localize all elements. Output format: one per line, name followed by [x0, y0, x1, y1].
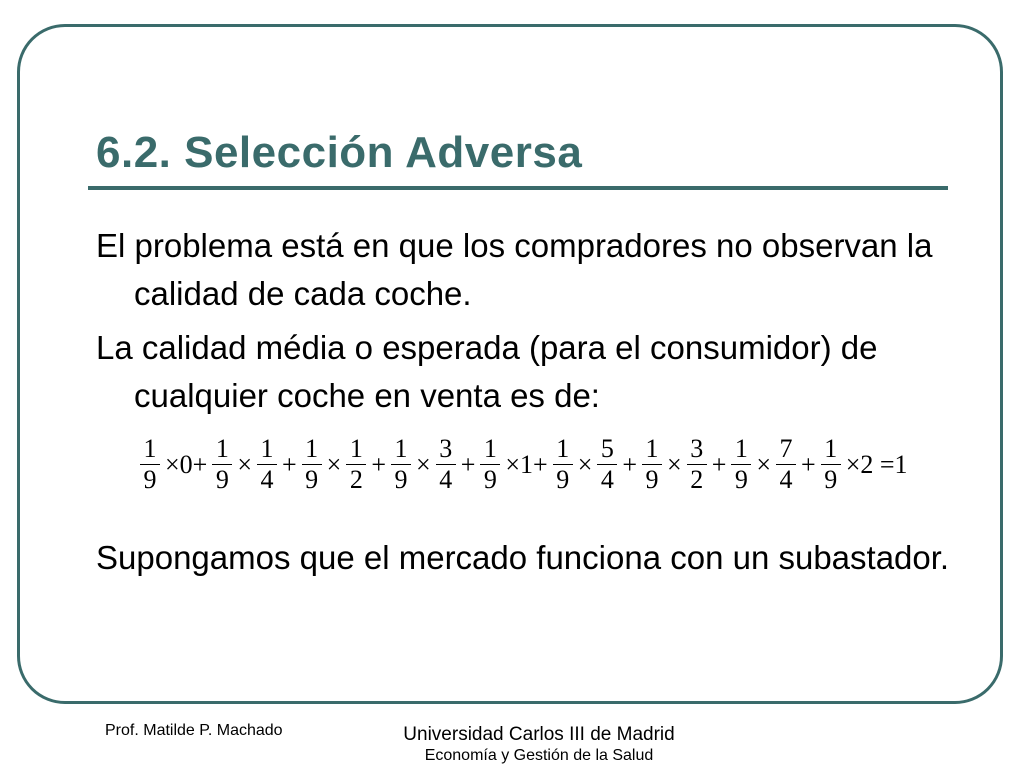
formula-operator: ×0+	[165, 449, 208, 479]
paragraph-problem: El problema está en que los compradores no observan la calidad de cada coche.	[96, 227, 933, 312]
fraction-denominator: 4	[260, 465, 274, 494]
fraction-numerator: 1	[349, 434, 363, 463]
fraction-numerator: 1	[215, 434, 229, 463]
formula-fraction	[821, 436, 841, 493]
fraction-numerator: 7	[779, 434, 793, 463]
fraction-denominator: 9	[556, 465, 570, 494]
formula-operator: +	[711, 449, 727, 479]
fraction-denominator: 2	[349, 465, 363, 494]
formula-fraction	[346, 436, 366, 493]
fraction-denominator: 9	[483, 465, 497, 494]
fraction-denominator: 9	[734, 465, 748, 494]
paragraph-auctioneer: Supongamos que el mercado funciona con un subastador.	[96, 539, 950, 576]
formula-operator: ×	[237, 449, 252, 479]
formula-operator: ×	[577, 449, 593, 479]
fraction-numerator: 1	[305, 434, 319, 463]
formula-operator: ×	[756, 449, 772, 479]
formula-operator: +	[801, 449, 816, 479]
formula-operator: ×	[416, 449, 431, 479]
fraction-numerator: 1	[734, 434, 748, 463]
fraction-denominator: 9	[645, 465, 659, 494]
formula-operator: ×1+	[505, 449, 548, 479]
formula-fraction	[436, 436, 456, 493]
fraction-denominator: 9	[824, 465, 838, 494]
fraction-numerator: 1	[483, 434, 497, 463]
fraction-denominator: 9	[143, 465, 157, 494]
fraction-numerator: 1	[394, 434, 408, 463]
formula-fraction	[597, 436, 617, 493]
formula-fraction	[553, 436, 573, 493]
footer-program: Economía y Gestión de la Salud	[424, 747, 654, 764]
formula-operator: +	[460, 449, 476, 479]
formula-fraction	[302, 436, 322, 493]
footer-institution	[396, 724, 682, 766]
formula-fraction	[391, 436, 411, 493]
formula-fraction	[687, 436, 707, 493]
fraction-denominator: 4	[439, 465, 453, 494]
footer-author: Prof. Matilde P. Machado	[105, 722, 283, 739]
formula-operator: ×	[667, 449, 682, 479]
formula-operator: +	[622, 449, 638, 479]
fraction-numerator: 5	[600, 434, 614, 463]
fraction-numerator: 1	[824, 434, 838, 463]
paragraph-expected-quality: La calidad média o esperada (para el consumidor) de cualquier coche en venta es de:	[96, 329, 878, 414]
formula-operator: +	[371, 449, 387, 479]
fraction-denominator: 9	[394, 465, 408, 494]
formula-fraction	[642, 436, 662, 493]
fraction-numerator: 1	[556, 434, 570, 463]
expected-quality-formula	[138, 436, 911, 493]
formula-operator: +	[282, 449, 297, 479]
formula-fraction	[480, 436, 500, 493]
fraction-numerator: 1	[645, 434, 659, 463]
fraction-denominator: 2	[690, 465, 704, 494]
fraction-denominator: 4	[779, 465, 793, 494]
slide-title: 6.2. Selección Adversa	[96, 128, 583, 177]
formula-operator: ×	[326, 449, 342, 479]
formula-fraction	[776, 436, 796, 493]
fraction-denominator: 4	[600, 465, 614, 494]
title-divider	[88, 186, 948, 190]
fraction-numerator: 1	[260, 434, 274, 463]
footer-university: Universidad Carlos III de Madrid	[403, 724, 675, 745]
fraction-denominator: 9	[215, 465, 229, 494]
formula-fraction	[212, 436, 232, 493]
fraction-numerator: 3	[439, 434, 453, 463]
formula-fraction	[140, 436, 160, 493]
fraction-denominator: 9	[305, 465, 319, 494]
fraction-numerator: 1	[143, 434, 157, 463]
formula-operator: ×2 =1	[845, 449, 908, 479]
fraction-numerator: 3	[690, 434, 704, 463]
formula-fraction	[731, 436, 751, 493]
formula-fraction	[257, 436, 277, 493]
